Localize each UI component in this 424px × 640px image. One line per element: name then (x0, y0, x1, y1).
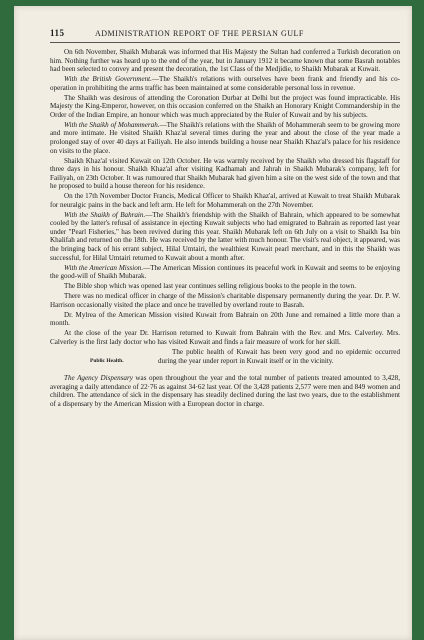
margin-note: Public Health. (90, 358, 124, 365)
paragraph: Shaikh Khaz'al visited Kuwait on 12th October. He was warmly received by the Shaikh who dressed his flagstaff for three days in his honour. Shaikh Khaz'al after visiting Kadhamah and Jahrah in Shaikh Mubarak's company, left for Failiyah, on 23th October. It was rumoured that Shaikh Mubarak had given him a site on the west side of the town and that he proposed to build a house thereon for his residence. (50, 156, 400, 191)
paragraph: The Agency Dispensary was open throughout the year and the total number of patients treated amounted to 3,428, averaging a daily attendance of 22·76 as against 34·62 last year. Of the 3,428 patients 2,577 were men and 849 women and children. The attendance of sick in the dispensary has steadily declined during the last two years, due to the establishment of a dispensary by the American Mission with a European doctor in charge. (50, 374, 401, 408)
report-body (50, 48, 400, 410)
paragraph: On 6th November, Shaikh Mubarak was informed that His Majesty the Sultan had conferred a Turkish decoration on him. Nothing further was heard up to the end of the year, but in January 1912 it became known that some Basrah notables had been selected to convey and present the decoration, the 1st Class of the Medjidie, to Shaikh Mubarak at Kuwait. (50, 48, 400, 74)
page-number: 115 (50, 28, 65, 38)
running-title: ADMINISTRATION REPORT OF THE PERSIAN GULF (95, 29, 304, 38)
paragraph: With the Shaikh of Bahrain.—The Shaikh's friendship with the Shaikh of Bahrain, which appeared to be somewhat cooled by the latter's refusal of assistance in ejecting Kuwait subjects who had emigrated to Bahrain as reported last year under "Pearl Fisheries," has been revived during this year. Shaikh Mubarak left on 6th July on a visit to Shaikh Isa bin Khalifah and returned on the 18th. He was received by the latter with much honour. The visit's real object, it appeared, was the bringing back of his errant subject, Hilal Umtairi, the wealthiest Kuwait pearl merchant, and in this the Shaikh was successful, for Hilal Umtairi returned to Kuwait about a month after. (50, 210, 400, 262)
document-page (14, 6, 412, 640)
paragraph: There was no medical officer in charge of the Mission's charitable dispensary permanently during the year. Dr. P. W. Harrison occasionally visited the place and once he travelled by overland route to Basrah. (50, 292, 400, 309)
paragraph: With the American Mission.—The American Mission continues its peaceful work in Kuwait and seems to be enjoying the good-will of Shaikh Mubarak. (50, 263, 400, 281)
paragraph: Dr. Mylrea of the American Mission visited Kuwait from Bahrain on 20th June and remained a little more than a month. (50, 310, 400, 328)
paragraph: The Bible shop which was opened last year continues selling religious books to the people in the town. (64, 282, 356, 291)
paragraph: With the Shaikh of Mohammerah.—The Shaikh's relations with the Shaikh of Mohammerah seem to be growing more and more intimate. He visited Shaikh Khaz'al several times during the year and about the close of the year made a prolonged stay of over 40 days at Failiyah. He also intends building a house near Shaikh Khaz'al's palace for his residence on visits to the place. (50, 120, 400, 155)
paragraph: At the close of the year Dr. Harrison returned to Kuwait from Bahrain with the Rev. and Mrs. Calverley. Mrs. Calverley is the first lady doctor who has visited Kuwait and finds a fair measure of work for her skill. (50, 329, 400, 346)
paragraph: On the 17th November Doctor Francis, Medical Officer to Shaikh Khaz'al, arrived at Kuwait to treat Shaikh Mubarak for neuralgic pains in the back and left arm. He left for Mohammerah on the 27th November. (50, 192, 400, 209)
public-health-section (50, 348, 400, 374)
paragraph: The Shaikh was desirous of attending the Coronation Durbar at Delhi but the project was found impracticable. His Majesty the King-Emperor, however, on this occasion conferred on the Shaikh an Honorary Knight Commandership in the Order of the Indian Empire, an honour which was much appreciated by the Ruler of Kuwait and by his subjects. (50, 93, 400, 119)
paragraph: With the British Government.—The Shaikh's relations with ourselves have been frank and friendly and his co-operation in prohibiting the arms traffic has been maintained at some considerable personal loss in revenue. (50, 75, 400, 92)
public-health-text: The public health of Kuwait has been very good and no epidemic occurred during the year under report in Kuwait itself or in the vicinity. (158, 348, 400, 365)
header-rule (50, 42, 400, 43)
